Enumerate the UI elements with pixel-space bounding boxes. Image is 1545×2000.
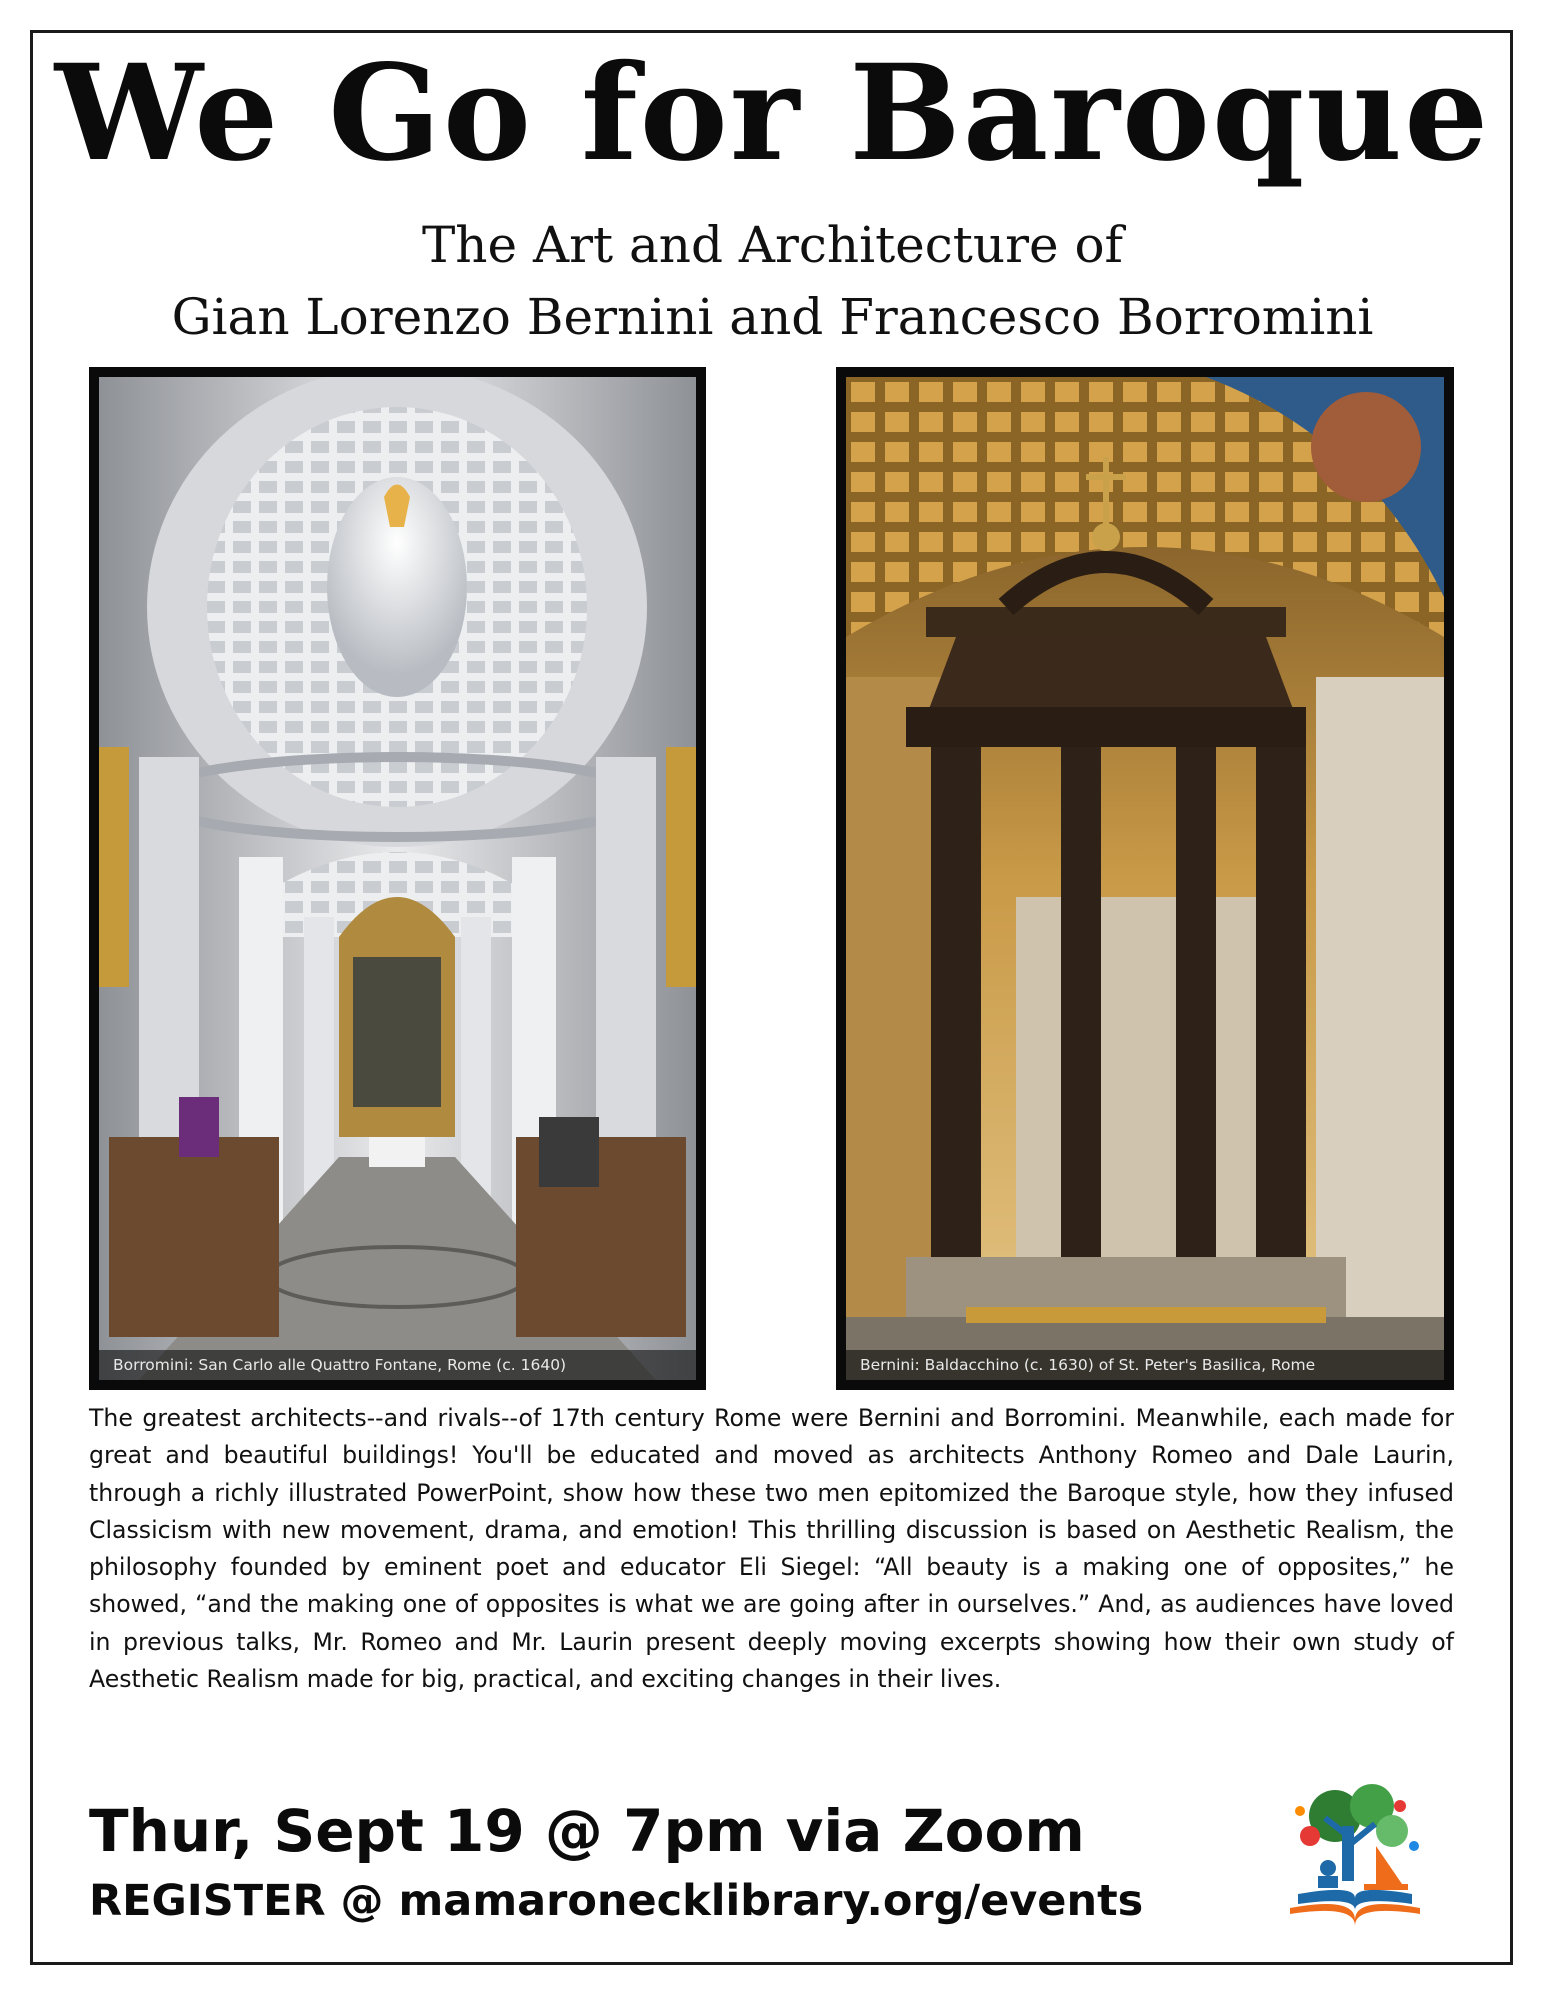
- subtitle-line-2: Gian Lorenzo Bernini and Francesco Borromini: [171, 288, 1374, 346]
- subtitle-line-1: The Art and Architecture of: [421, 216, 1124, 274]
- event-description: The greatest architects--and rivals--of 17th century Rome were Bernini and Borromini. Meanwhile, each made for great and beautiful buildings! You'll be educated and moved as architects Anthony Romeo and Dale Laurin, through a richly illustrated PowerPoint, show how these two men epitomized the Baroque style, how they infused Classicism with new movement, drama, and emotion! This thrilling discussion is based on Aesthetic Realism, the philosophy founded by eminent poet and educator Eli Siegel: “All beauty is a making one of opposites,” he showed, “and the making one of opposites is what we are going after in ourselves.” And, as audiences have loved in previous talks, Mr. Romeo and Mr. Laurin present deeply moving excerpts showing how their own study of Aesthetic Realism made for big, practical, and exciting changes in their lives.: [89, 1404, 1454, 1694]
- caption-baldacchino: Bernini: Baldacchino (c. 1630) of St. Peter's Basilica, Rome: [846, 1350, 1444, 1380]
- page-title: We Go for Baroque: [54, 36, 1491, 191]
- event-datetime: Thur, Sept 19 @ 7pm via Zoom: [89, 1797, 1085, 1865]
- san-carlo-interior-image: [99, 377, 696, 1380]
- photo-san-carlo: [89, 367, 706, 1390]
- library-logo-icon: [1280, 1776, 1430, 1926]
- baldacchino-image: [846, 377, 1444, 1380]
- caption-san-carlo: Borromini: San Carlo alle Quattro Fontane, Rome (c. 1640): [99, 1350, 696, 1380]
- library-tree-book-logo: [1280, 1776, 1430, 1926]
- register-link[interactable]: REGISTER @ mamaronecklibrary.org/events: [89, 1876, 1144, 1926]
- photo-baldacchino: [836, 367, 1454, 1390]
